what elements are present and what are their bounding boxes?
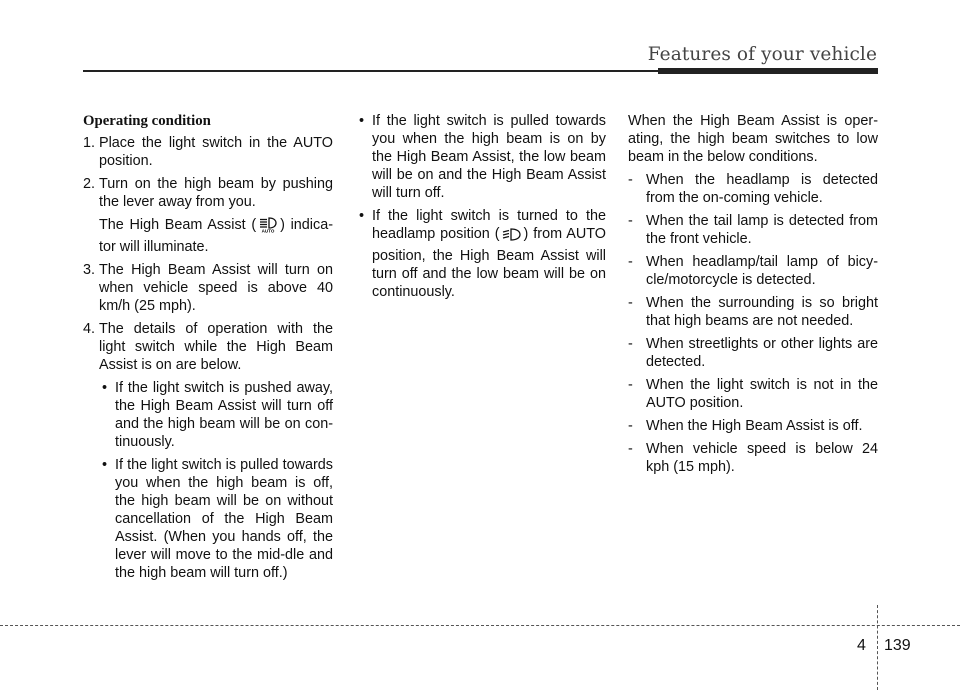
column-1	[83, 112, 333, 587]
step-4-bullet-2: • If the light switch is pulled towards you when the high beam is off, the high beam will be on without cancellation of the High Beam Assist. (When you hands off, the lever will move to the mid-dle and the high beam will turn off.)	[102, 457, 333, 581]
step-1: 1. Place the light switch in the AUTO position.	[83, 135, 333, 169]
page-number: 139	[884, 637, 911, 654]
condition-item: - When the light switch is not in the AUTO position.	[628, 377, 878, 411]
condition-item: - When the tail lamp is detected from the front vehicle.	[628, 213, 878, 247]
column-3	[628, 112, 878, 481]
condition-item: - When the High Beam Assist is off.	[628, 418, 863, 434]
step-3: 3. The High Beam Assist will turn on when vehicle speed is above 40 km/h (25 mph).	[83, 262, 333, 314]
header-rule-accent	[658, 68, 878, 74]
footer-rule	[0, 625, 960, 626]
condition-item: - When the headlamp is detected from the on-coming vehicle.	[628, 172, 878, 206]
condition-item: - When the surrounding is so bright that high beams are not needed.	[628, 295, 878, 329]
column-2	[356, 112, 606, 306]
header-title: Features of your vehicle	[647, 44, 877, 65]
conditions-intro: When the High Beam Assist is oper-ating, the high beam switches to low beam in the below conditions.	[628, 113, 878, 165]
step-2-indicator-note: The High Beam Assist ( AUTO ) indica-tor will illuminate.	[99, 217, 333, 255]
step-2: 2. Turn on the high beam by pushing the lever away from you.	[83, 176, 333, 210]
section-number: 4	[857, 637, 866, 654]
condition-item: - When headlamp/tail lamp of bicy-cle/motorcycle is detected.	[628, 254, 878, 288]
col2-bullet-2: • If the light switch is turned to the headlamp position ( ) from AUTO position, the High Beam Assist will turn off and the low beam will be on continuously.	[359, 208, 606, 300]
section-heading: Operating condition	[83, 113, 211, 129]
headlamp-low-beam-icon	[501, 227, 523, 247]
step-4: 4. The details of operation with the light switch while the High Beam Assist is on are below.	[83, 321, 333, 373]
condition-item: - When streetlights or other lights are detected.	[628, 336, 878, 370]
high-beam-assist-auto-icon	[257, 216, 279, 238]
svg-text:AUTO: AUTO	[261, 228, 275, 233]
footer-divider	[877, 605, 878, 690]
condition-item: - When vehicle speed is below 24 kph (15 mph).	[628, 441, 878, 475]
col2-bullet-1: • If the light switch is pulled towards you when the high beam is on by the High Beam Assist, the low beam will be on and the High Beam Assist will turn off.	[359, 113, 606, 201]
header-rule	[83, 70, 658, 72]
step-4-bullet-1: • If the light switch is pushed away, the High Beam Assist will turn off and the high beam will be on con-tinuously.	[102, 380, 333, 450]
